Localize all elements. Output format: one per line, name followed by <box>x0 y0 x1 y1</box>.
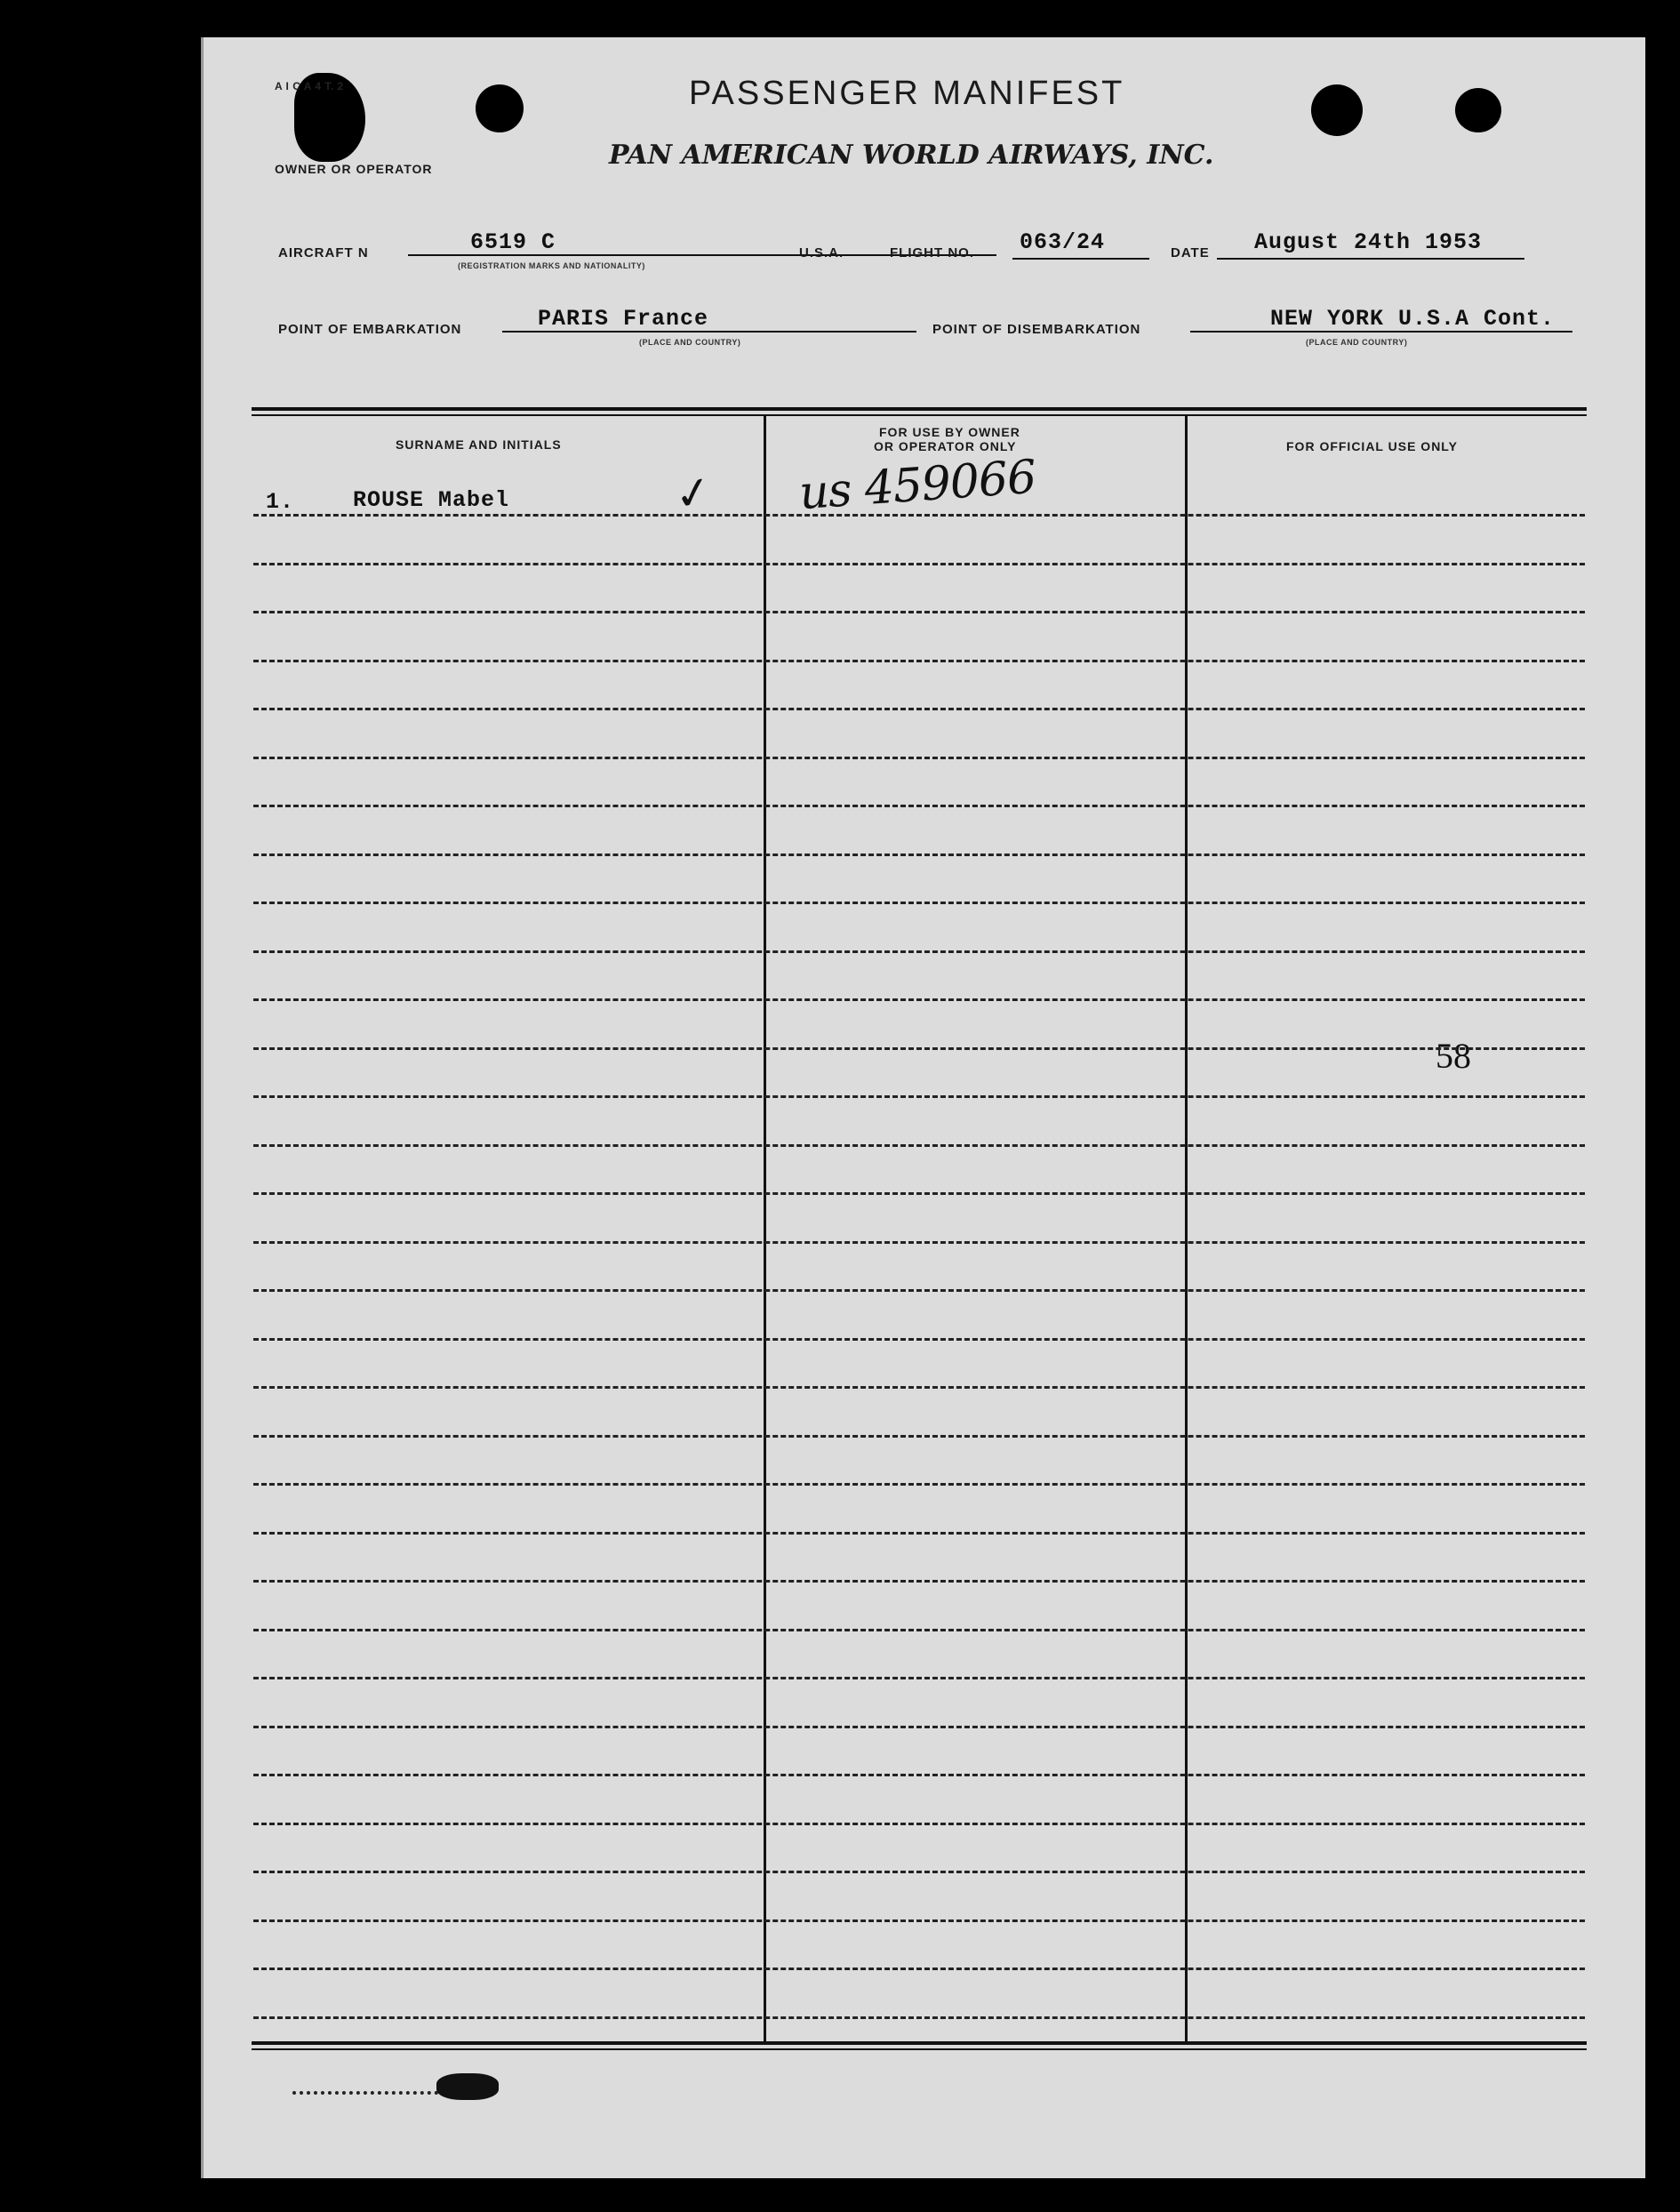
row-rule <box>253 1047 1585 1050</box>
check-mark-icon: ✓ <box>670 465 716 522</box>
table-bottom-rule <box>252 2041 1587 2045</box>
row-rule <box>253 514 1585 517</box>
row-rule <box>253 1386 1585 1389</box>
row-rule <box>253 1726 1585 1728</box>
row-rule <box>253 1919 1585 1922</box>
date-value: August 24th 1953 <box>1254 229 1483 255</box>
usa-label: U.S.A. <box>799 245 844 260</box>
aircraft-value: 6519 C <box>470 229 556 255</box>
page-number: 58 <box>1436 1036 1471 1076</box>
disembarkation-caption: (PLACE AND COUNTRY) <box>1306 338 1408 347</box>
row-rule <box>253 998 1585 1001</box>
form-title: PASSENGER MANIFEST <box>689 75 1125 112</box>
punch-hole-right <box>1311 84 1363 136</box>
row-rule <box>253 2016 1585 2019</box>
row-rule <box>253 757 1585 759</box>
row-rule <box>253 1774 1585 1776</box>
embarkation-value: PARIS France <box>538 306 709 332</box>
owner-operator-label: OWNER OR OPERATOR <box>275 162 433 176</box>
registration-caption: (REGISTRATION MARKS AND NATIONALITY) <box>458 261 645 270</box>
row-rule <box>253 805 1585 807</box>
row-rule <box>253 1435 1585 1438</box>
table-top-rule-2 <box>252 414 1587 416</box>
date-label: DATE <box>1171 245 1210 260</box>
flight-underline <box>1012 258 1149 260</box>
row-rule <box>253 1192 1585 1195</box>
table-bottom-rule-2 <box>252 2048 1587 2050</box>
row-rule <box>253 1677 1585 1679</box>
table-top-rule <box>252 407 1587 411</box>
row-rule <box>253 1871 1585 1873</box>
bottom-blot <box>436 2073 499 2100</box>
embarkation-caption: (PLACE AND COUNTRY) <box>639 338 741 347</box>
row-rule <box>253 1095 1585 1098</box>
embarkation-label: POINT OF EMBARKATION <box>278 322 462 337</box>
passenger-name: ROUSE Mabel <box>353 487 510 513</box>
row-rule <box>253 1144 1585 1147</box>
ticket-number: us 459066 <box>797 450 1037 521</box>
owner-use-header-2: OR OPERATOR ONLY <box>874 439 1017 453</box>
row-rule <box>253 902 1585 904</box>
row-rule <box>253 1483 1585 1486</box>
row-rule <box>253 708 1585 710</box>
manifest-sheet <box>201 37 1645 2178</box>
owner-use-header-1: FOR USE BY OWNER <box>879 425 1020 439</box>
row-rule <box>253 1968 1585 1970</box>
form-code: A I C A 4 T. 2 <box>275 80 344 92</box>
row-rule <box>253 1532 1585 1535</box>
disembarkation-value: NEW YORK U.S.A Cont. <box>1270 306 1556 332</box>
punch-hole-left <box>476 84 524 132</box>
aircraft-label: AIRCRAFT N <box>278 245 369 260</box>
row-number: 1. <box>266 489 295 515</box>
surname-header: SURNAME AND INITIALS <box>396 437 562 452</box>
row-rule <box>253 1338 1585 1341</box>
row-rule <box>253 1289 1585 1292</box>
row-rule <box>253 950 1585 953</box>
official-use-header: FOR OFFICIAL USE ONLY <box>1286 439 1458 453</box>
row-rule <box>253 660 1585 662</box>
row-rule <box>253 1580 1585 1583</box>
row-rule <box>253 854 1585 856</box>
row-rule <box>253 563 1585 565</box>
flight-no-label: FLIGHT NO. <box>890 245 974 260</box>
punch-hole-far-right <box>1455 88 1501 132</box>
flight-value: 063/24 <box>1020 229 1106 255</box>
disembarkation-label: POINT OF DISEMBARKATION <box>932 322 1141 337</box>
row-rule <box>253 1241 1585 1244</box>
date-underline <box>1217 258 1524 260</box>
row-rule <box>253 1629 1585 1631</box>
row-rule <box>253 611 1585 613</box>
row-rule <box>253 1823 1585 1825</box>
carrier-name: PAN AMERICAN WORLD AIRWAYS, INC. <box>609 140 1214 171</box>
